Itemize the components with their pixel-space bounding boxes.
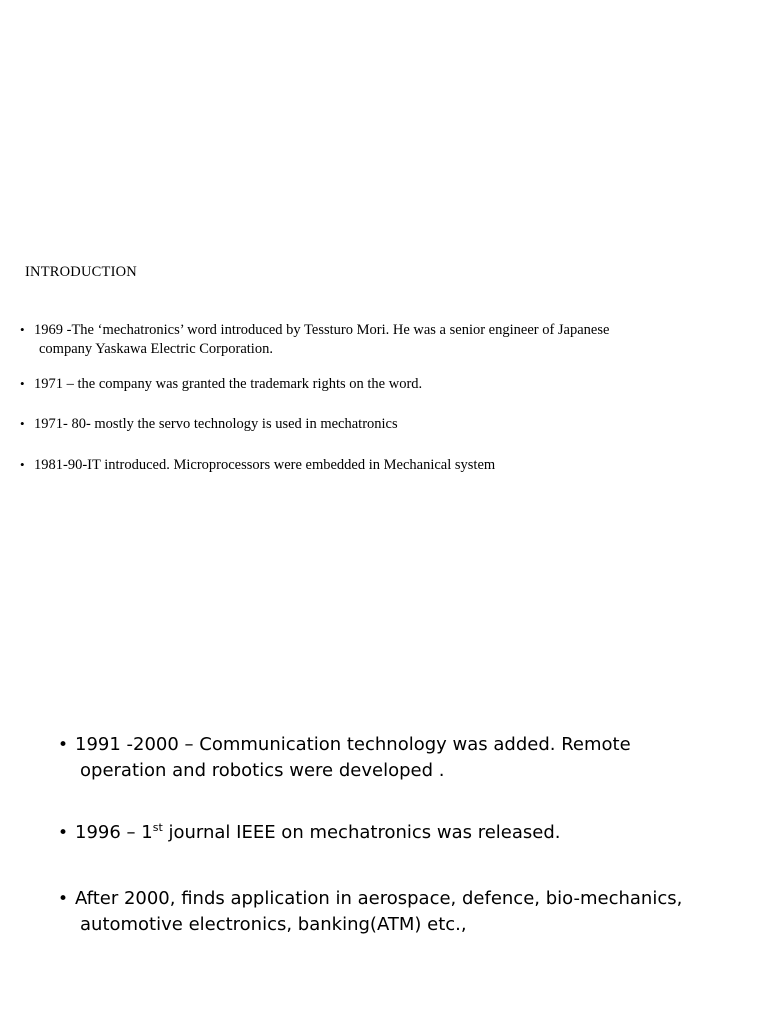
bullet-item-after-2000 [58,886,682,937]
bullet-item-1991-2000 [58,732,631,783]
bullet-text-continued: automotive electronics, banking(ATM) etc., [80,914,467,935]
slide-timeline-continued [0,512,768,1024]
bullet-text: 1971 – the company was granted the trademark rights on the word. [34,376,423,392]
bullet-item-1971-80 [20,414,398,434]
bullet-text: 1971- 80- mostly the servo technology is used in mechatronics [34,416,398,432]
bullet-text: 1981-90-IT introduced. Microprocessors were embedded in Mechanical system [34,457,496,473]
bullet-item-1996 [58,820,561,846]
bullet-item-1969 [20,320,609,359]
bullet-text: 1991 -2000 – Communication technology was added. Remote [75,734,631,755]
bullet-text: 1969 -The ‘mechatronics’ word introduced by Tessturo Mori. He was a senior engineer of Japanese [34,322,610,338]
bullet-dot: • [20,416,25,431]
bullet-text-continued: company Yaskawa Electric Corporation. [39,341,273,357]
bullet-dot: • [20,457,25,472]
ordinal-suffix: st [152,821,163,834]
bullet-dot: • [20,376,25,391]
bullet-text: After 2000, finds application in aerospace, defence, bio-mechanics, [75,888,683,909]
slide-heading: INTRODUCTION [25,264,137,280]
bullet-dot: • [58,889,69,909]
bullet-item-1971 [20,374,422,394]
bullet-dot: • [58,823,69,843]
bullet-dot: • [58,735,69,755]
bullet-dot: • [20,322,25,337]
bullet-text-continued: operation and robotics were developed . [80,760,445,781]
bullet-item-1981-90 [20,455,495,475]
bullet-text: 1996 – 1 [75,822,153,843]
bullet-text-tail: journal IEEE on mechatronics was released. [162,822,561,843]
